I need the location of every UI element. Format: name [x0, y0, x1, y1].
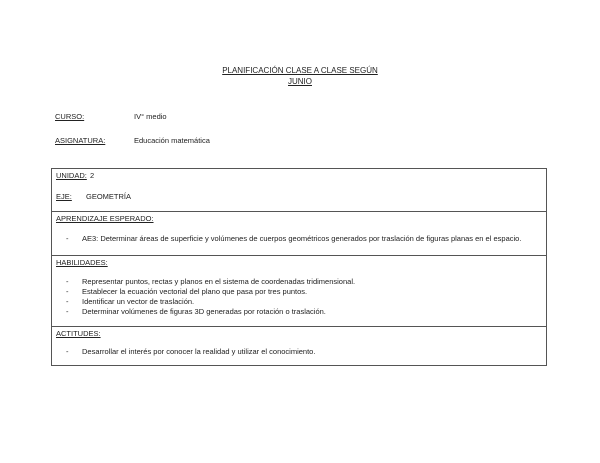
aprendizaje-label: APRENDIZAJE ESPERADO:: [56, 214, 154, 223]
curso-value: IV° medio: [134, 112, 167, 121]
habilidad-item: Determinar volúmenes de figuras 3D generadas por rotación o traslación.: [82, 307, 326, 316]
asignatura-value: Educación matemática: [134, 136, 210, 145]
habilidades-row: [52, 256, 546, 327]
bullet-marker: -: [66, 277, 69, 286]
actitudes-label: ACTITUDES:: [56, 329, 101, 338]
aprendizaje-row: [52, 212, 546, 256]
planning-table: [51, 168, 547, 366]
aprendizaje-item: AE3: Determinar áreas de superficie y volúmenes de cuerpos geométricos generados por traslación de figuras planas en el espacio.: [82, 234, 522, 243]
bullet-marker: -: [66, 347, 69, 356]
habilidades-label: HABILIDADES:: [56, 258, 108, 267]
bullet-marker: -: [66, 234, 69, 243]
actitud-item: Desarrollar el interés por conocer la realidad y utilizar el conocimiento.: [82, 347, 316, 356]
document-subtitle-month: JUNIO: [288, 77, 312, 86]
unidad-value: 2: [90, 171, 95, 180]
document-title: PLANIFICACIÓN CLASE A CLASE SEGÚN: [222, 66, 378, 75]
habilidad-item: Identificar un vector de traslación.: [82, 297, 195, 306]
unidad-label: UNIDAD:: [56, 171, 87, 180]
bullet-marker: -: [66, 307, 69, 316]
habilidad-item: Establecer la ecuación vectorial del plano que pasa por tres puntos.: [82, 287, 308, 296]
eje-value: GEOMETRÍA: [86, 192, 132, 201]
habilidad-item: Representar puntos, rectas y planos en el sistema de coordenadas tridimensional.: [82, 277, 356, 286]
asignatura-label: ASIGNATURA:: [55, 136, 106, 145]
curso-label: CURSO:: [55, 112, 85, 121]
bullet-marker: -: [66, 287, 69, 296]
eje-label: EJE:: [56, 192, 72, 201]
actitudes-row: [52, 327, 546, 365]
bullet-marker: -: [66, 297, 69, 306]
unidad-eje-row: [52, 169, 546, 212]
